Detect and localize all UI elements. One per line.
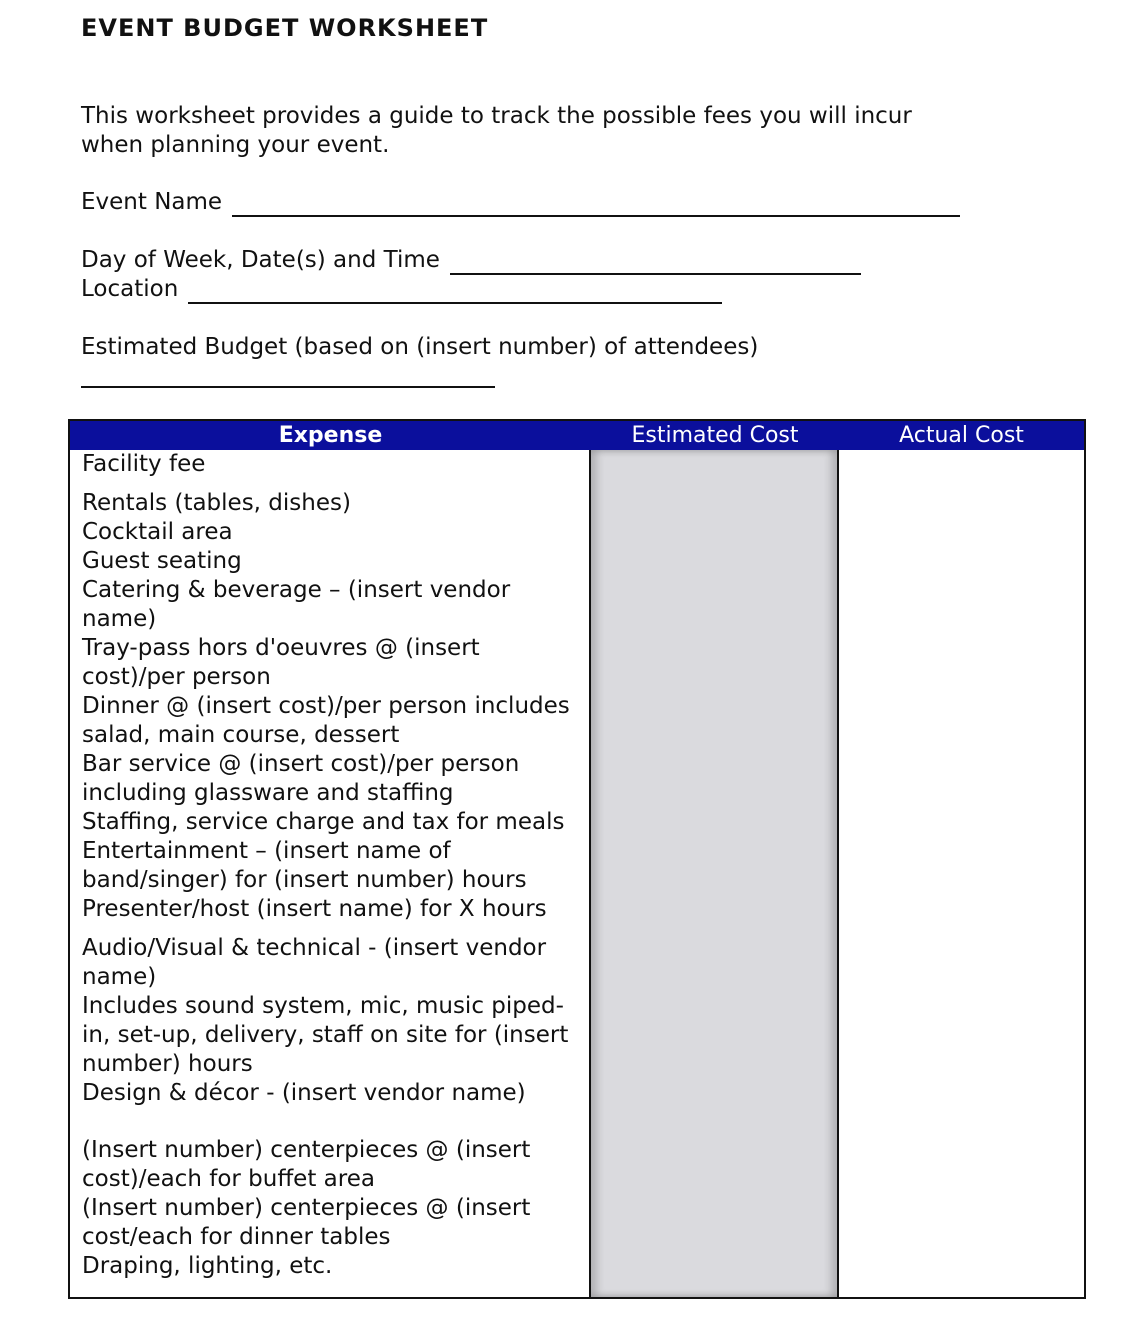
estimated-budget-label: Estimated Budget (based on (insert number) of attendees) (81, 334, 759, 360)
expense-item: Tray-pass hors d'oeuvres @ (insert cost)/per person (82, 635, 480, 690)
estimated-cost-column[interactable] (591, 450, 839, 1297)
estimated-cost-header: Estimated Cost (631, 423, 799, 448)
table-header (70, 421, 1084, 450)
expense-item: Dinner @ (insert cost)/per person includes salad, main course, dessert (82, 693, 570, 748)
day-date-time-row (81, 246, 861, 275)
day-date-time-field[interactable] (450, 251, 861, 275)
estimated-budget-row (81, 333, 758, 362)
expense-header: Expense (278, 423, 383, 448)
location-label: Location (81, 276, 179, 302)
expense-item: (Insert number) centerpieces @ (insert cost)/each for buffet area (82, 1137, 531, 1192)
expense-item: Draping, lighting, etc. (82, 1253, 333, 1279)
page-title: EVENT BUDGET WORKSHEET (81, 14, 489, 42)
location-field[interactable] (188, 280, 722, 304)
location-row (81, 275, 722, 304)
expense-item: Facility fee (82, 451, 206, 477)
expense-item: Presenter/host (insert name) for X hours (82, 896, 547, 922)
expense-list (82, 450, 582, 1281)
estimated-budget-field[interactable] (81, 364, 495, 388)
expense-item: Design & décor - (insert vendor name) (82, 1080, 526, 1106)
expense-column (70, 450, 591, 1297)
expense-item: Audio/Visual & technical - (insert vendor name) (82, 935, 547, 990)
event-name-label: Event Name (81, 189, 223, 215)
expense-item: Includes sound system, mic, music piped-in, set-up, delivery, staff on site for (insert number) hours (82, 993, 569, 1077)
expense-item: Staffing, service charge and tax for meals (82, 809, 565, 835)
day-date-time-label: Day of Week, Date(s) and Time (81, 247, 440, 273)
expense-item: Cocktail area (82, 519, 233, 545)
budget-table (68, 419, 1086, 1299)
expense-item: Bar service @ (insert cost)/per person including glassware and staffing (82, 751, 520, 806)
expense-item: Rentals (tables, dishes) (82, 490, 351, 516)
expense-item: Guest seating (82, 548, 242, 574)
event-name-field[interactable] (232, 193, 960, 217)
actual-cost-header: Actual Cost (899, 423, 1024, 448)
event-name-row (81, 188, 960, 217)
expense-item: Entertainment – (insert name of band/singer) for (insert number) hours (82, 838, 527, 893)
actual-cost-column[interactable] (839, 450, 1084, 1297)
expense-item: (Insert number) centerpieces @ (insert cost/each for dinner tables (82, 1195, 531, 1250)
intro-text: This worksheet provides a guide to track the possible fees you will incur when planning your event. (81, 103, 912, 158)
expense-item: Catering & beverage – (insert vendor name) (82, 577, 511, 632)
